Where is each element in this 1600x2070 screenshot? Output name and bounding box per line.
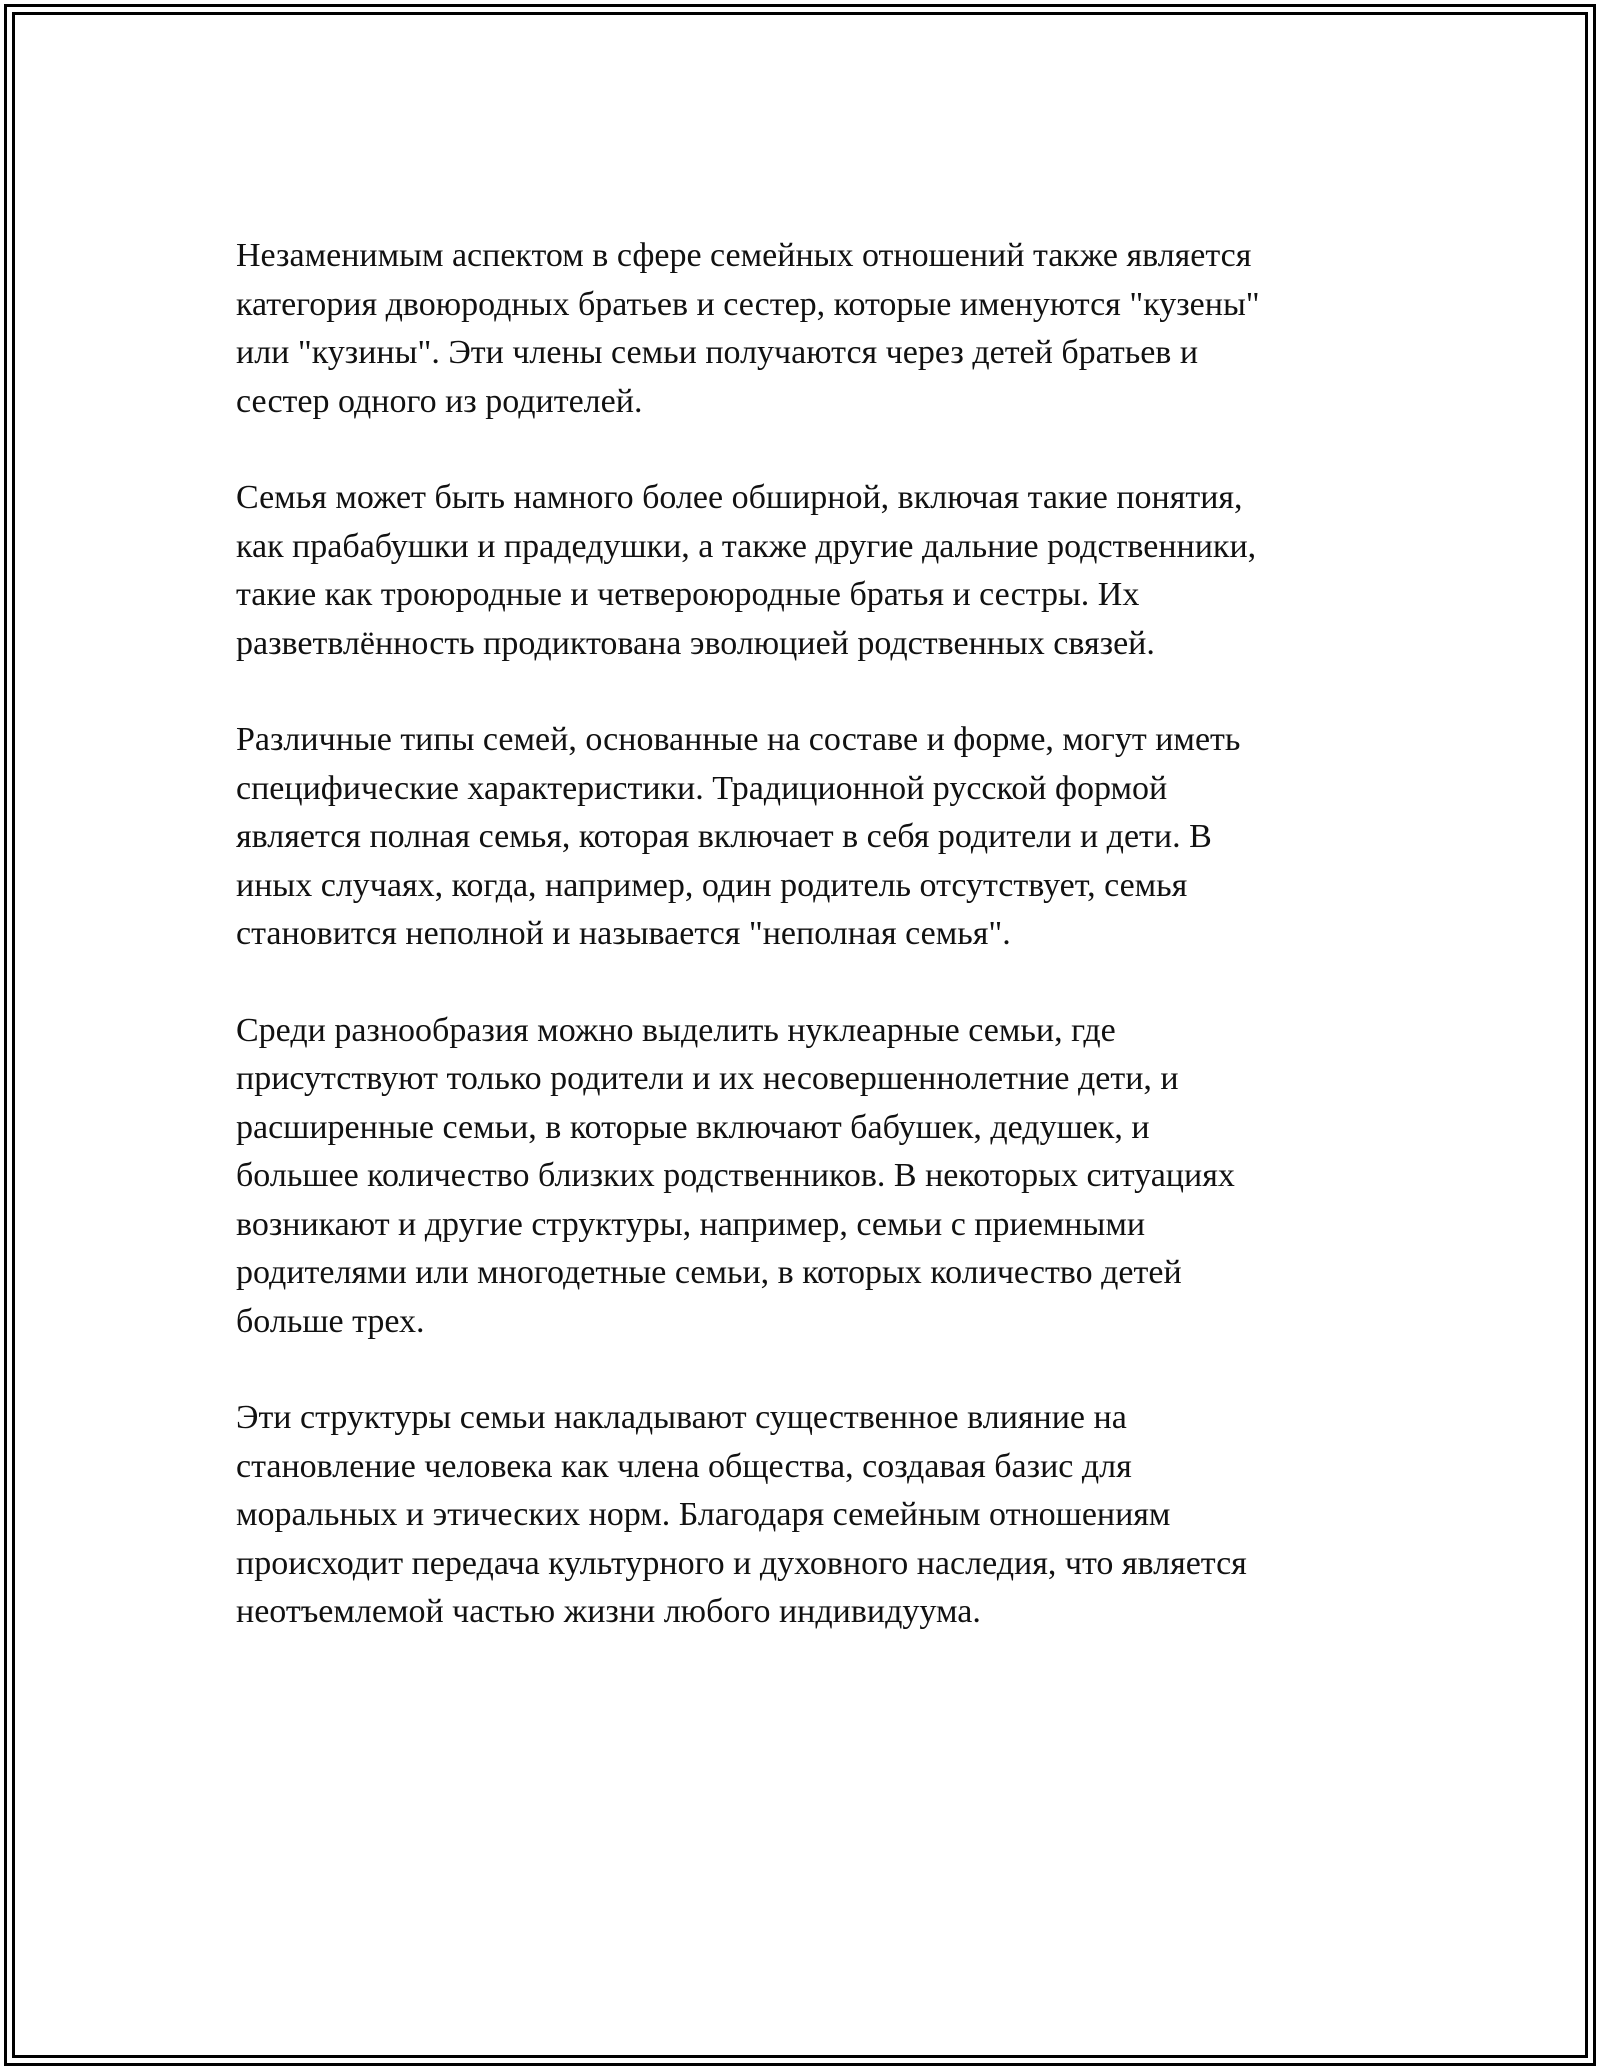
- paragraph-1: Незаменимым аспектом в сфере семейных отношений также является категория двоюродных братьев и сестер, которые именуются "кузены" или "кузины". Эти члены семьи получаются через детей братьев и сестер одного из родителей.: [236, 237, 1260, 420]
- paragraph-4: Среди разнообразия можно выделить нуклеарные семьи, где присутствуют только родители и их несовершеннолетние дети, и расширенные семьи, в которые включают бабушек, дедушек, и большее количество близких родственников. В некоторых ситуациях возникают и другие структуры, например, семьи с приемными родителями или многодетные семьи, в которых количество детей больше трех.: [236, 1011, 1235, 1340]
- paragraph-3: Различные типы семей, основанные на составе и форме, могут иметь специфические характеристики. Традиционной русской формой является полная семья, которая включает в себя родители и дети. В иных случаях, когда, например, один родитель отсутствует, семья становится неполной и называется "неполная семья".: [236, 721, 1241, 952]
- paragraph-5: Эти структуры семьи накладывают существенное влияние на становление человека как члена общества, создавая базис для моральных и этических норм. Благодаря семейным отношениям происходит передача культурного и духовного наследия, что является неотъемлемой частью жизни любого индивидуума.: [236, 1399, 1247, 1630]
- paragraph-2: Семья может быть намного более обширной, включая такие понятия, как прабабушки и прадедушки, а также другие дальние родственники, такие как троюродные и четвероюродные братья и сестры. Их разветвлённость продиктована эволюцией родственных связей.: [236, 479, 1257, 662]
- document-body: [236, 232, 1376, 1637]
